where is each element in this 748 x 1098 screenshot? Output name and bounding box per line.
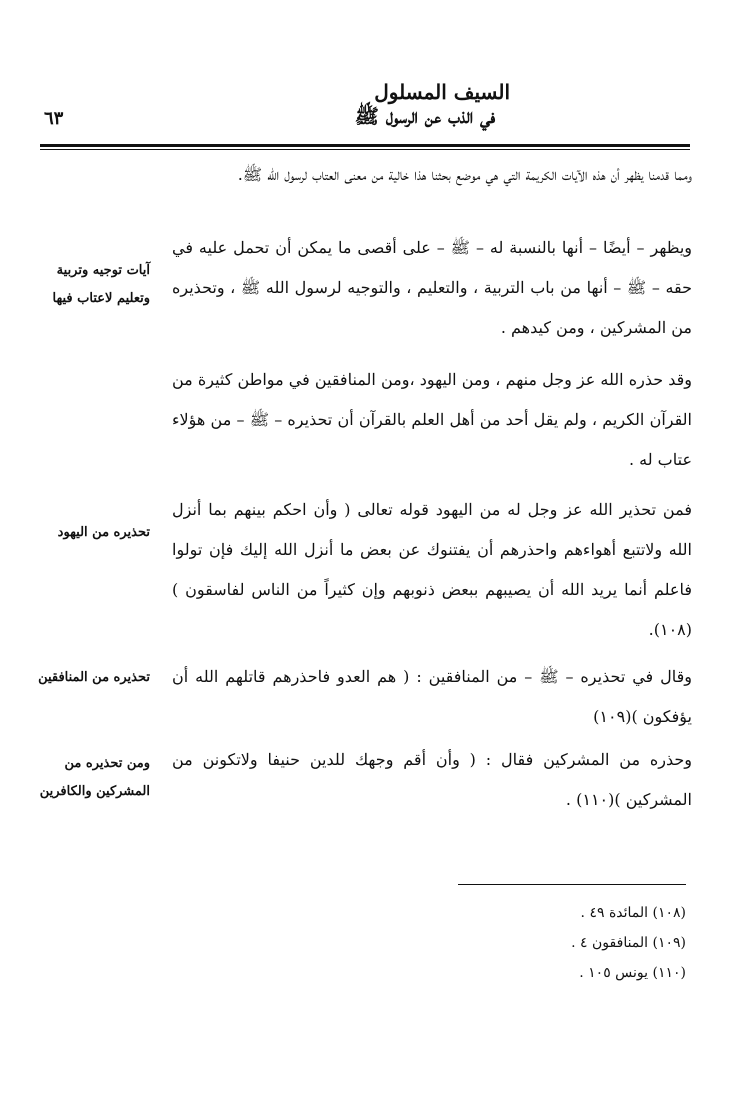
body-paragraph-3: وقد حذره الله عز وجل منهم ، ومن اليهود ،ومن المنافقين في مواطن كثيرة من القرآن الكريم ، ولم يقل أحد من أهل العلم بالقرآن أن تحذيره – ﷺ – من هؤلاء عتاب له . <box>172 370 693 469</box>
margin-note-guidance: آيات توجيه وتربية وتعليم لاعتاب فيها <box>52 263 150 306</box>
footnote-rule <box>458 884 686 885</box>
footnote-110: (١١٠) يونس ١٠٥ . <box>579 965 686 981</box>
body-paragraph-5: وقال في تحذيره – ﷺ – من المنافقين : ( هم العدو فاحذرهم قاتلهم الله أن يؤفكون )(١٠٩) <box>172 667 692 726</box>
header-rule-thin <box>40 149 690 150</box>
margin-note-hypocrites: تحذيره من المنافقين <box>38 670 150 685</box>
header-rule-thick <box>40 144 690 147</box>
footnotes <box>571 898 686 988</box>
margin-note-polytheists: ومن تحذيره من المشركين والكافرين <box>39 756 150 799</box>
header-title-line2: في الذب عن الرسول ﷺ <box>354 104 496 128</box>
margin-note-jews: تحذيره من اليهود <box>57 525 150 540</box>
body-paragraph-2: ويظهر – أيضًا – أنها بالنسبة له – ﷺ – على أقصى ما يمكن أن تحمل عليه في حقه – ﷺ – أنها من باب التربية ، والتعليم ، والتوجيه لرسول الله ﷺ ، وتحذيره من المشركين ، ومن كيدهم . <box>172 238 692 337</box>
body-paragraph-4: فمن تحذير الله عز وجل له من اليهود قوله تعالى ( وأن احكم بينهم بما أنزل الله ولاتتبع أهواءهم واحذرهم أن يفتنوك عن بعض ما أنزل الله إليك فإن تولوا فاعلم أنما يريد الله أن يصيبهم ببعض ذنوبهم وإن كثيراً من الناس لفاسقون )(١٠٨). <box>172 500 693 639</box>
page-number: ٦٣ <box>44 108 64 129</box>
footnote-109: (١٠٩) المنافقون ٤ . <box>571 935 686 951</box>
header-title-line1: السيف المسلول <box>374 80 510 104</box>
body-paragraph-1: ومما قدمنا يظهر أن هذه الآيات الكريمة التي هي موضع بحثنا هذا خالية من معنى العتاب لرسول الله ﷺ. <box>237 165 692 184</box>
footnote-108: (١٠٨) المائدة ٤٩ . <box>580 905 686 921</box>
body-paragraph-6: وحذره من المشركين فقال : ( وأن أقم وجهك للدين حنيفا ولاتكونن من المشركين )(١١٠) . <box>172 750 692 809</box>
